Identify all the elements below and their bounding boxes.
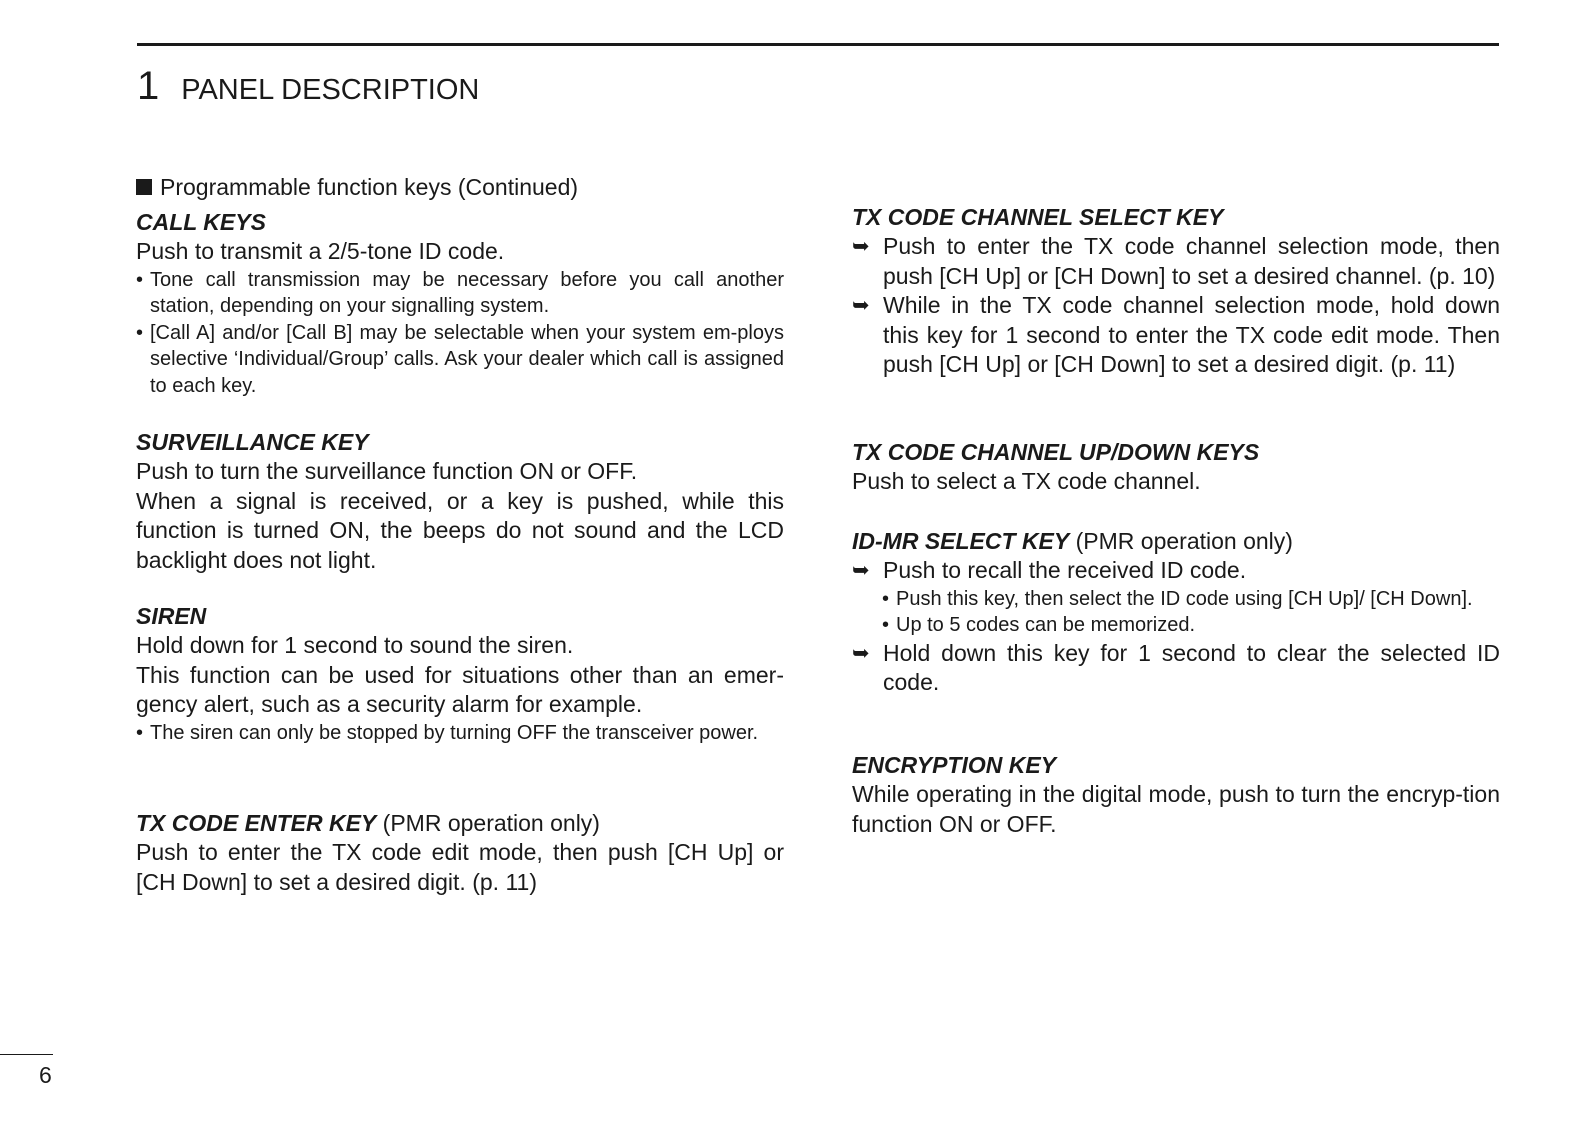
tx-code-channel-updown-section [852, 437, 1500, 497]
square-bullet-icon [136, 179, 152, 195]
arrow-icon: ➥ [852, 235, 870, 258]
id-mr-select-sub-bullet-2: • Up to 5 codes can be memorized. [852, 612, 1500, 639]
tx-code-enter-key-text: Push to enter the TX code edit mode, then push [CH Up] or [CH Down] to set a desired digit. (p. 11) [136, 839, 784, 895]
siren-section [136, 601, 784, 746]
surveillance-key-title: SURVEILLANCE KEY [136, 429, 369, 455]
section-heading: Programmable function keys (Continued) [136, 172, 784, 202]
call-keys-section [136, 207, 784, 399]
surveillance-key-section [136, 427, 784, 575]
call-keys-bullet-2: • [Call A] and/or [Call B] may be selectable when your system em-ploys selective ‘Individual/Group’ calls. Ask your dealer which call is assigned to each key. [136, 320, 784, 400]
chapter-header [137, 62, 479, 114]
tx-code-enter-key-title: TX CODE ENTER KEY (PMR operation only) [136, 810, 600, 836]
id-mr-select-item-1: ➥ Push to recall the received ID code. [852, 556, 1500, 586]
siren-title: SIREN [136, 603, 207, 629]
tx-code-channel-select-item-2: ➥ While in the TX code channel selection mode, hold down this key for 1 second to enter the TX code edit mode. Then push [CH Up] or [CH Down] to set a desired digit. (p. 11) [852, 292, 1500, 377]
siren-bullet: • The siren can only be stopped by turning OFF the transceiver power. [136, 720, 784, 747]
chapter-number: 1 [137, 64, 160, 108]
tx-code-enter-key-section [136, 808, 784, 897]
id-mr-select-sub-bullet-1: • Push this key, then select the ID code using [CH Up]/ [CH Down]. [852, 586, 1500, 613]
call-keys-bullet-1: • Tone call transmission may be necessary before you call another station, depending on your signalling system. [136, 267, 784, 320]
id-mr-select-key-section [852, 526, 1500, 698]
chapter-title: PANEL DESCRIPTION [181, 74, 480, 106]
tx-code-channel-updown-title: TX CODE CHANNEL UP/DOWN KEYS [852, 439, 1260, 465]
arrow-icon: ➥ [852, 559, 870, 582]
page-number: 6 [39, 1062, 52, 1088]
arrow-icon: ➥ [852, 294, 870, 317]
encryption-key-title: ENCRYPTION KEY [852, 752, 1057, 778]
surveillance-key-text-1: Push to turn the surveillance function ON or OFF. [136, 458, 638, 484]
id-mr-select-key-title: ID-MR SELECT KEY (PMR operation only) [852, 528, 1293, 554]
header-rule [137, 43, 1499, 46]
encryption-key-section [852, 750, 1500, 839]
siren-text-1: Hold down for 1 second to sound the siren. [136, 632, 574, 658]
tx-code-channel-select-title: TX CODE CHANNEL SELECT KEY [852, 204, 1224, 230]
call-keys-text: Push to transmit a 2/5-tone ID code. [136, 238, 505, 264]
tx-code-channel-select-section [852, 202, 1500, 380]
id-mr-select-item-2: ➥ Hold down this key for 1 second to clear the selected ID code. [852, 639, 1500, 695]
tx-code-channel-select-item-1: ➥ Push to enter the TX code channel selection mode, then push [CH Up] or [CH Down] to set a desired channel. (p. 10) [852, 233, 1500, 289]
siren-text-2: This function can be used for situations other than an emer-gency alert, such as a security alarm for example. [136, 661, 784, 717]
surveillance-key-text-2: When a signal is received, or a key is pushed, while this function is turned ON, the beeps do not sound and the LCD backlight does not light. [136, 487, 784, 573]
encryption-key-text: While operating in the digital mode, push to turn the encryp-tion function ON or OFF. [852, 781, 1500, 837]
tx-code-channel-updown-text: Push to select a TX code channel. [852, 468, 1201, 494]
arrow-icon: ➥ [852, 641, 870, 665]
call-keys-title: CALL KEYS [136, 209, 266, 235]
footer-rule [0, 1054, 53, 1055]
